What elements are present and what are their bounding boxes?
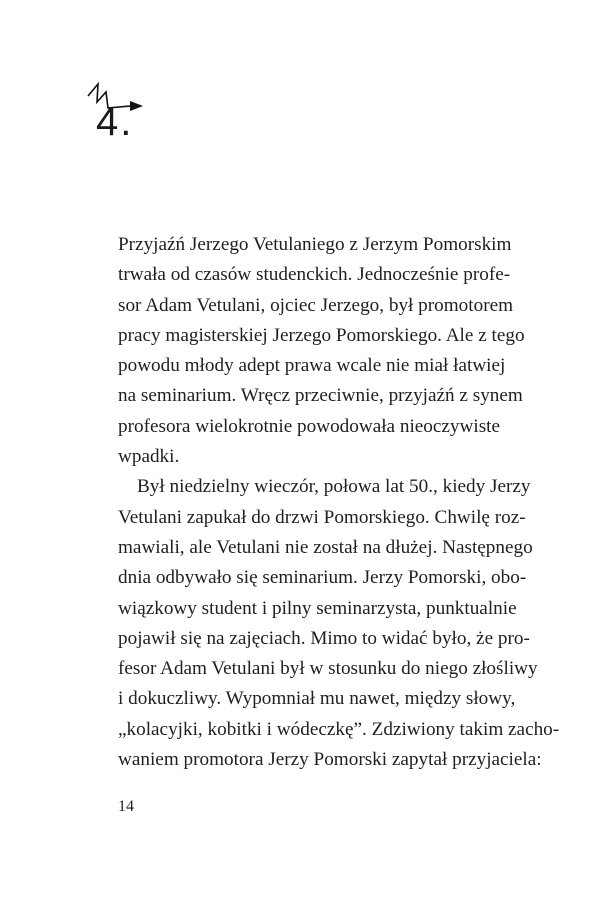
text-line: dnia odbywało się seminarium. Jerzy Pomorski, obo- — [118, 567, 527, 589]
text-line: fesor Adam Vetulani był w stosunku do niego złośliwy — [118, 658, 538, 680]
text-line: Przyjaźń Jerzego Vetulaniego z Jerzym Pomorskim — [118, 234, 512, 255]
page-number: 14 — [118, 798, 134, 815]
text-line: waniem promotora Jerzy Pomorski zapytał przyjaciela: — [118, 749, 542, 771]
text-line: wiązkowy student i pilny seminarzysta, punktualnie — [118, 597, 517, 619]
paragraph — [118, 472, 560, 775]
text-line: profesora wielokrotnie powodowała nieoczywiste — [118, 415, 501, 437]
text-line: pojawił się na zajęciach. Mimo to widać było, że pro- — [118, 627, 530, 649]
text-line: „kolacyjki, kobitki i wódeczkę”. Zdziwiony takim zacho- — [118, 718, 560, 740]
text-line: na seminarium. Wręcz przeciwnie, przyjaźń z synem — [118, 385, 523, 407]
chapter-number: 4. — [96, 100, 134, 144]
text-line: pracy magisterskiej Jerzego Pomorskiego. Ale z tego — [118, 324, 525, 346]
text-line: Był niedzielny wieczór, połowa lat 50., kiedy Jerzy — [137, 476, 531, 498]
body-text — [118, 230, 560, 775]
paragraph — [118, 230, 525, 472]
text-line: wpadki. — [118, 446, 180, 468]
text-line: trwała od czasów studenckich. Jednocześnie profe- — [118, 264, 511, 286]
text-line: sor Adam Vetulani, ojciec Jerzego, był promotorem — [118, 294, 514, 316]
text-line: mawiali, ale Vetulani nie został na dłużej. Następnego — [118, 536, 533, 558]
text-line: i dokuczliwy. Wypomniał mu nawet, między słowy, — [118, 688, 516, 710]
text-line: Vetulani zapukał do drzwi Pomorskiego. Chwilę roz- — [118, 506, 526, 528]
text-line: powodu młody adept prawa wcale nie miał łatwiej — [118, 355, 506, 377]
